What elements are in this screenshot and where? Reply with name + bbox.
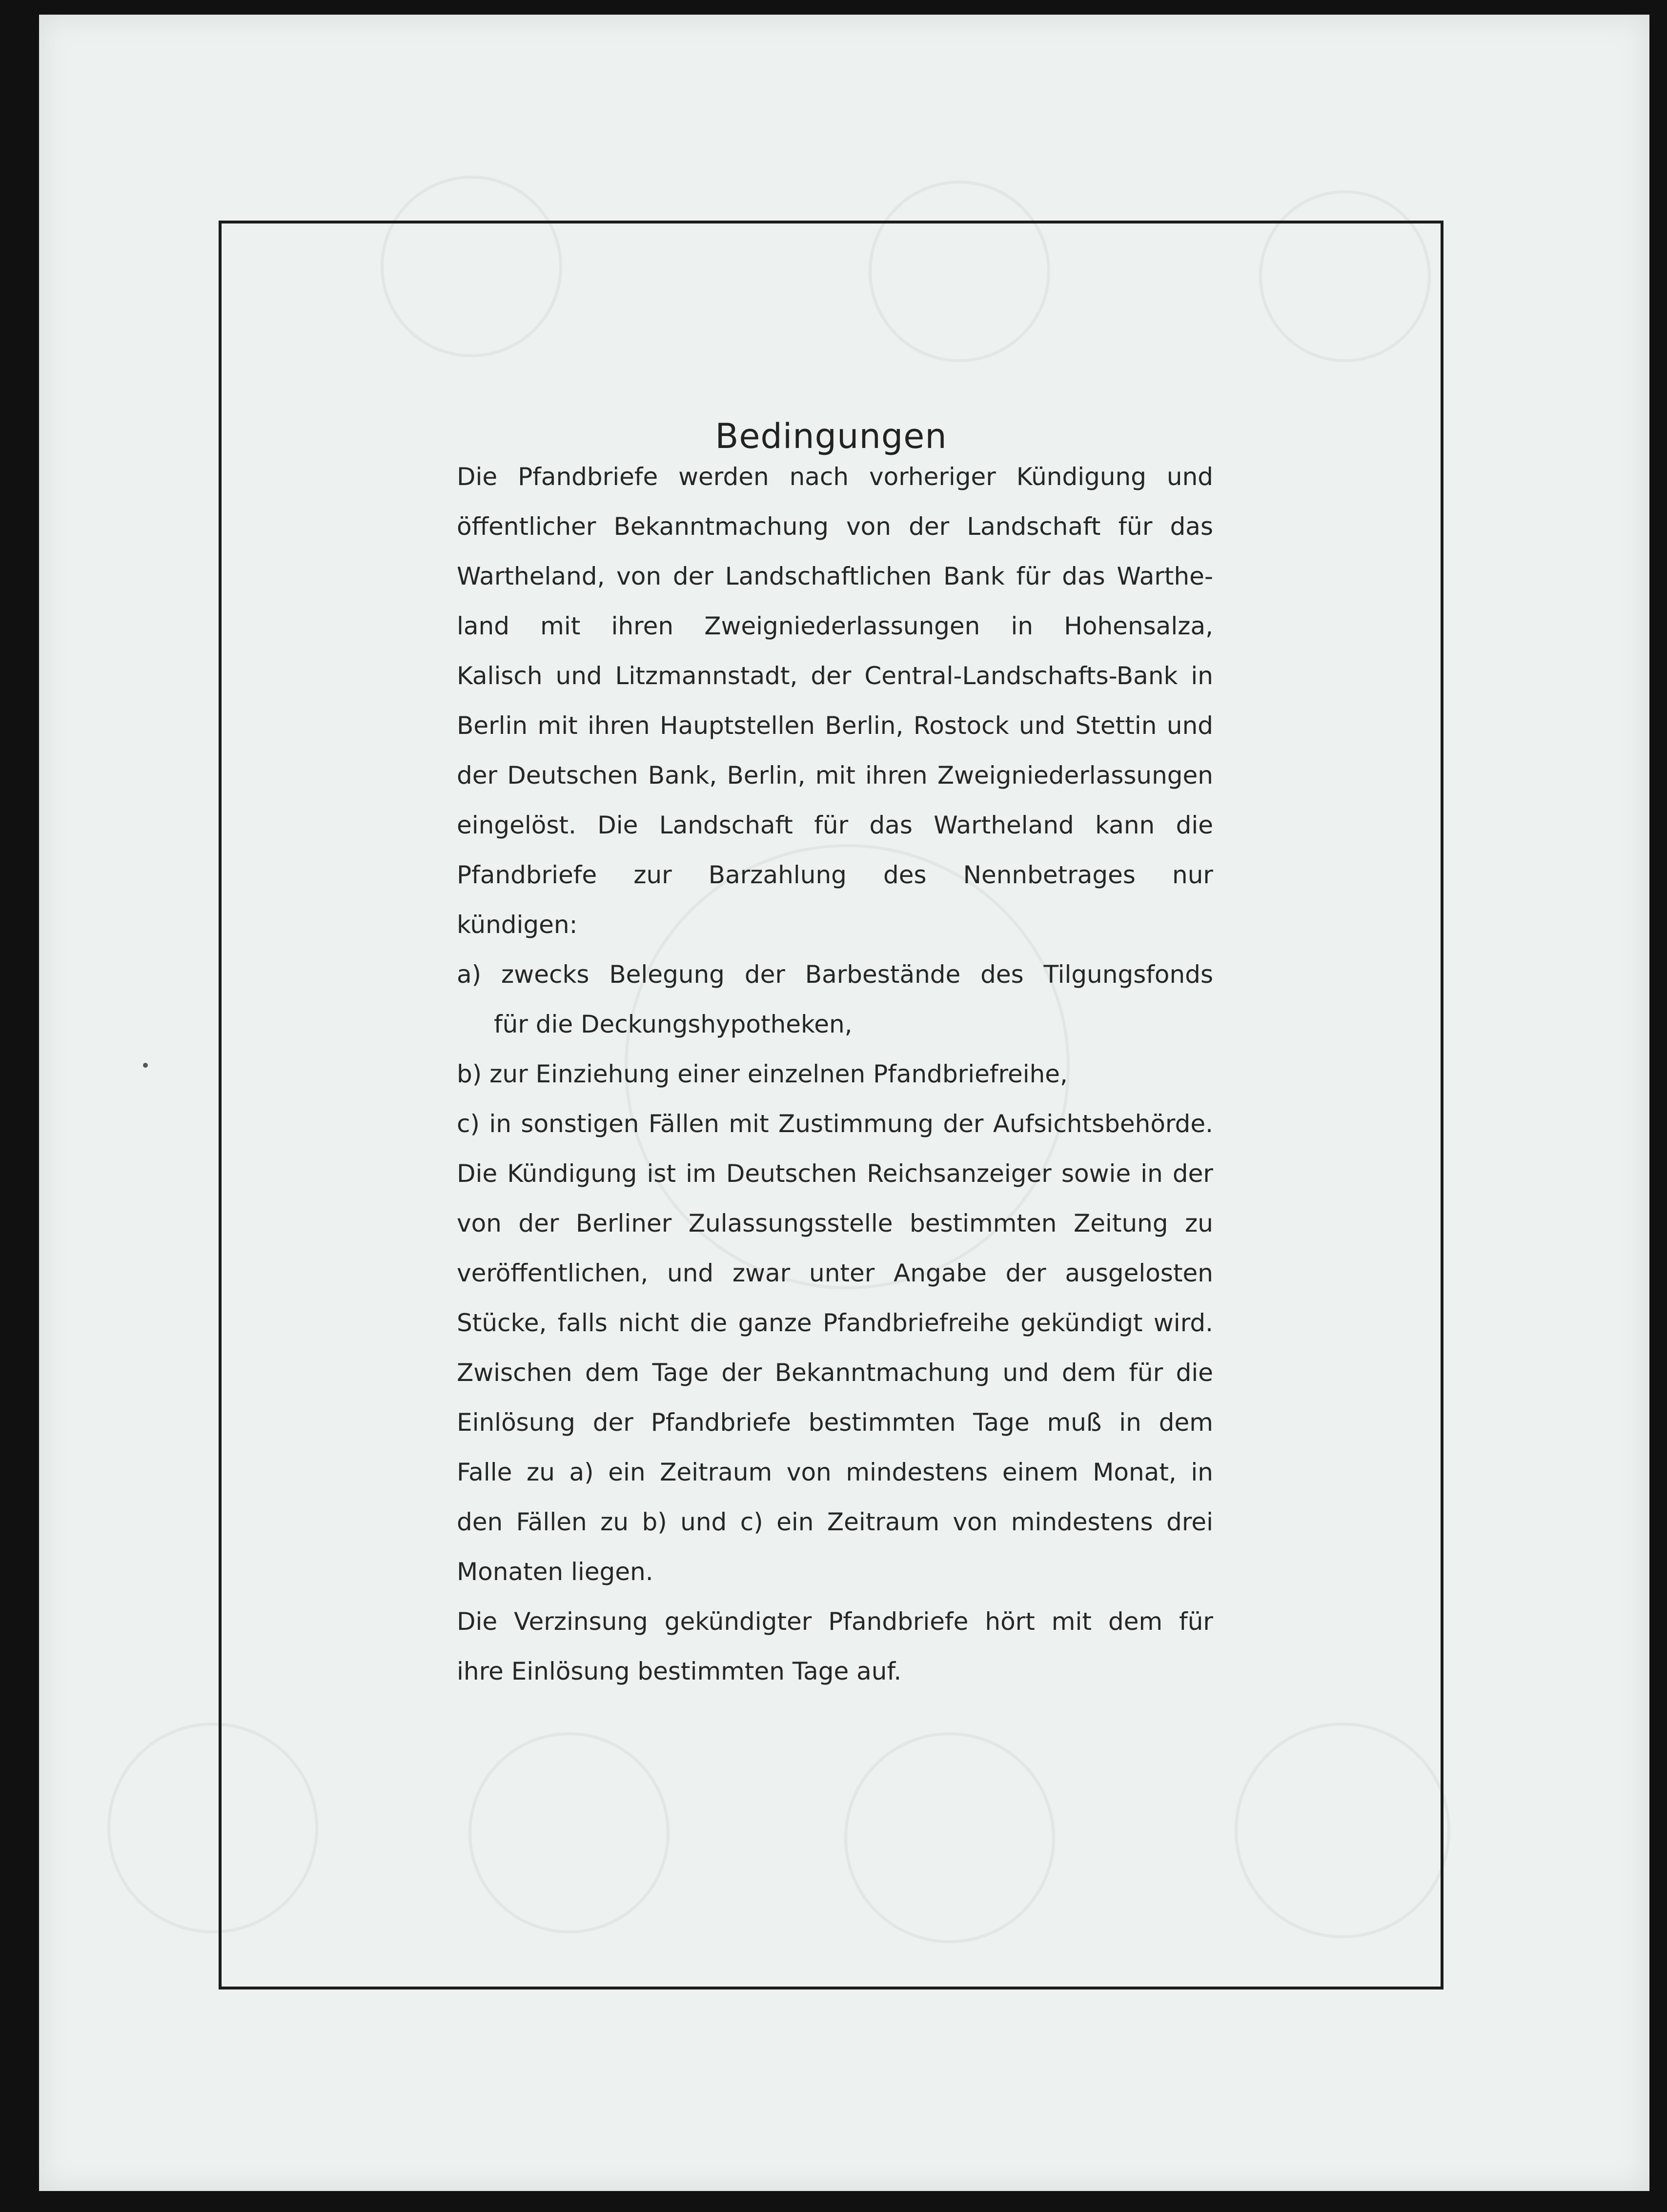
text-line: Die Verzinsung gekündigter Pfandbriefe hört mit dem für	[457, 1607, 1213, 1636]
document-sheet	[39, 15, 1649, 2191]
text-line: Berlin mit ihren Hauptstellen Berlin, Rostock und Stettin und	[457, 711, 1213, 740]
list-item-b: b) zur Einziehung einer einzelnen Pfandbriefreihe,	[457, 1060, 1068, 1088]
text-line: eingelöst. Die Landschaft für das Wartheland kann die	[457, 811, 1213, 839]
text-line: Pfandbriefe zur Barzahlung des Nennbetrages nur	[457, 861, 1213, 889]
text-line: der Deutschen Bank, Berlin, mit ihren Zweigniederlassungen	[457, 761, 1213, 790]
list-item-a: a) zwecks Belegung der Barbestände des Tilgungsfonds	[457, 960, 1213, 989]
text-line: Die Kündigung ist im Deutschen Reichsanzeiger sowie in der	[457, 1159, 1213, 1188]
text-line: Falle zu a) ein Zeitraum von mindestens einem Monat, in	[457, 1458, 1213, 1486]
document-title: Bedingungen	[715, 416, 947, 456]
text-line: Stücke, falls nicht die ganze Pfandbriefreihe gekündigt wird.	[457, 1309, 1213, 1337]
paper-speck	[143, 1063, 148, 1068]
text-line: Zwischen dem Tage der Bekanntmachung und dem für die	[457, 1359, 1213, 1387]
document-frame	[219, 221, 1443, 1989]
list-item-c: c) in sonstigen Fällen mit Zustimmung der Aufsichtsbehörde.	[457, 1110, 1213, 1138]
text-line: Die Pfandbriefe werden nach vorheriger Kündigung und	[457, 463, 1213, 491]
text-line: Wartheland, von der Landschaftlichen Bank für das Warthe-	[457, 562, 1213, 590]
text-line: ihre Einlösung bestimmten Tage auf.	[457, 1657, 902, 1685]
text-line: Kalisch und Litzmannstadt, der Central-Landschafts-Bank in	[457, 662, 1213, 690]
text-line: den Fällen zu b) und c) ein Zeitraum von mindestens drei	[457, 1508, 1213, 1536]
text-line: öffentlicher Bekanntmachung von der Landschaft für das	[457, 512, 1213, 541]
conditions-text	[457, 452, 1213, 1696]
text-line: veröffentlichen, und zwar unter Angabe der ausgelosten	[457, 1259, 1213, 1287]
text-line: Monaten liegen.	[457, 1558, 653, 1586]
text-line: Einlösung der Pfandbriefe bestimmten Tage muß in dem	[457, 1408, 1213, 1437]
text-line: von der Berliner Zulassungsstelle bestimmten Zeitung zu	[457, 1209, 1213, 1238]
text-line: kündigen:	[457, 911, 578, 939]
text-line: land mit ihren Zweigniederlassungen in Hohensalza,	[457, 612, 1213, 640]
list-item-a-continued: für die Deckungshypotheken,	[494, 1010, 853, 1038]
